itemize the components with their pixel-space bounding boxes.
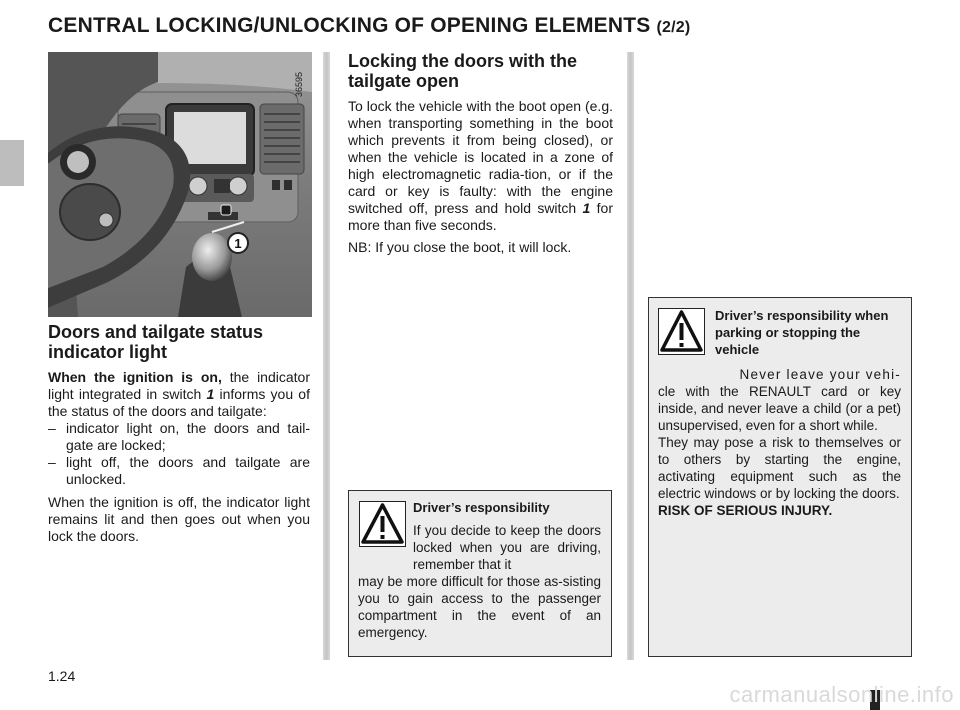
list-item-text: indicator light on, the doors and tail-gate are locked; (66, 420, 310, 453)
tailgate-text-b: for more than five seconds. (348, 200, 613, 233)
list-dash: – (48, 420, 56, 436)
list-item (48, 420, 310, 454)
tailgate-switch-ref: 1 (582, 200, 591, 216)
list-item-text: light off, the doors and tailgate are unlocked. (66, 454, 310, 487)
dashboard-illustration (48, 52, 312, 317)
tailgate-text-a: To lock the vehicle with the boot open (e.g. when transporting something in the boot which prevents it from being closed), or when the vehicle is located in a zone of high electromagnetic radia-tion, or if the card or key is faulty: with the engine switched off, press and hold switch (348, 98, 613, 216)
intro-text-b: informs you of the status of the doors and tailgate: (48, 386, 310, 419)
page-number: 1.24 (48, 668, 76, 684)
column-divider-right (627, 52, 634, 660)
warning-title: Driver’s responsibility (413, 500, 550, 515)
warning-triangle-graphic (659, 309, 704, 354)
warning-triangle-icon (359, 501, 406, 547)
warning-box-driving (348, 490, 612, 657)
status-light-list (48, 420, 310, 488)
warning-box-parking (648, 297, 912, 657)
column-divider-left (323, 52, 330, 660)
status-light-heading: Doors and tailgate status indicator light (48, 322, 264, 362)
warning-triangle-graphic (360, 502, 405, 546)
warning-text-first: If you decide to keep the doors locked when you are driving, remember that it (413, 523, 601, 572)
title-text: CENTRAL LOCKING/UNLOCKING OF OPENING ELEMENTS (48, 14, 651, 37)
tailgate-paragraph (348, 98, 613, 234)
watermark: carmanualsonline.info (729, 682, 954, 707)
warning-text-third: They may pose a risk to themselves or to others by starting the engine, activating equipment such as the electric windows or by locking the doors. (658, 435, 901, 501)
ignition-off-paragraph: When the ignition is off, the indicator light remains lit and then goes out when you lock the doors. (48, 494, 310, 544)
status-light-intro (48, 369, 310, 420)
boot-note: NB: If you close the boot, it will lock. (348, 239, 572, 255)
warning-text-first: Never leave your vehi- (739, 367, 901, 382)
photo-reference-code: 36595 (294, 72, 304, 98)
list-item (48, 454, 310, 488)
list-dash: – (48, 454, 56, 470)
warning-body (658, 383, 901, 519)
callout-label: 1 (234, 236, 242, 251)
tailgate-heading: Locking the doors with the tailgate open (348, 51, 577, 91)
warning-emphasis (658, 502, 901, 519)
warning-text-second: cle with the RENAULT card or key inside, and never leave a child (or a pet) unsupervised, even for a short while. (658, 384, 901, 433)
intro-bold-lead: When the ignition is on, (48, 369, 222, 385)
dashboard-photo (48, 52, 312, 317)
title-page-indicator: (2/2) (656, 19, 691, 36)
page-title (48, 14, 690, 38)
warning-triangle-icon (658, 308, 705, 355)
warning-text-second: may be more difficult for those as-sisting you to gain access to the passenger compartment in the event of an emergency. (358, 574, 601, 640)
intro-text-a: the indicator light integrated in switch (48, 369, 310, 402)
section-tab (0, 140, 24, 186)
intro-switch-ref: 1 (206, 386, 215, 402)
warning-title: Driver’s responsibility when parking or stopping the vehicle (715, 308, 889, 357)
serious-injury-text: RISK OF SERIOUS INJURY. (658, 503, 833, 518)
